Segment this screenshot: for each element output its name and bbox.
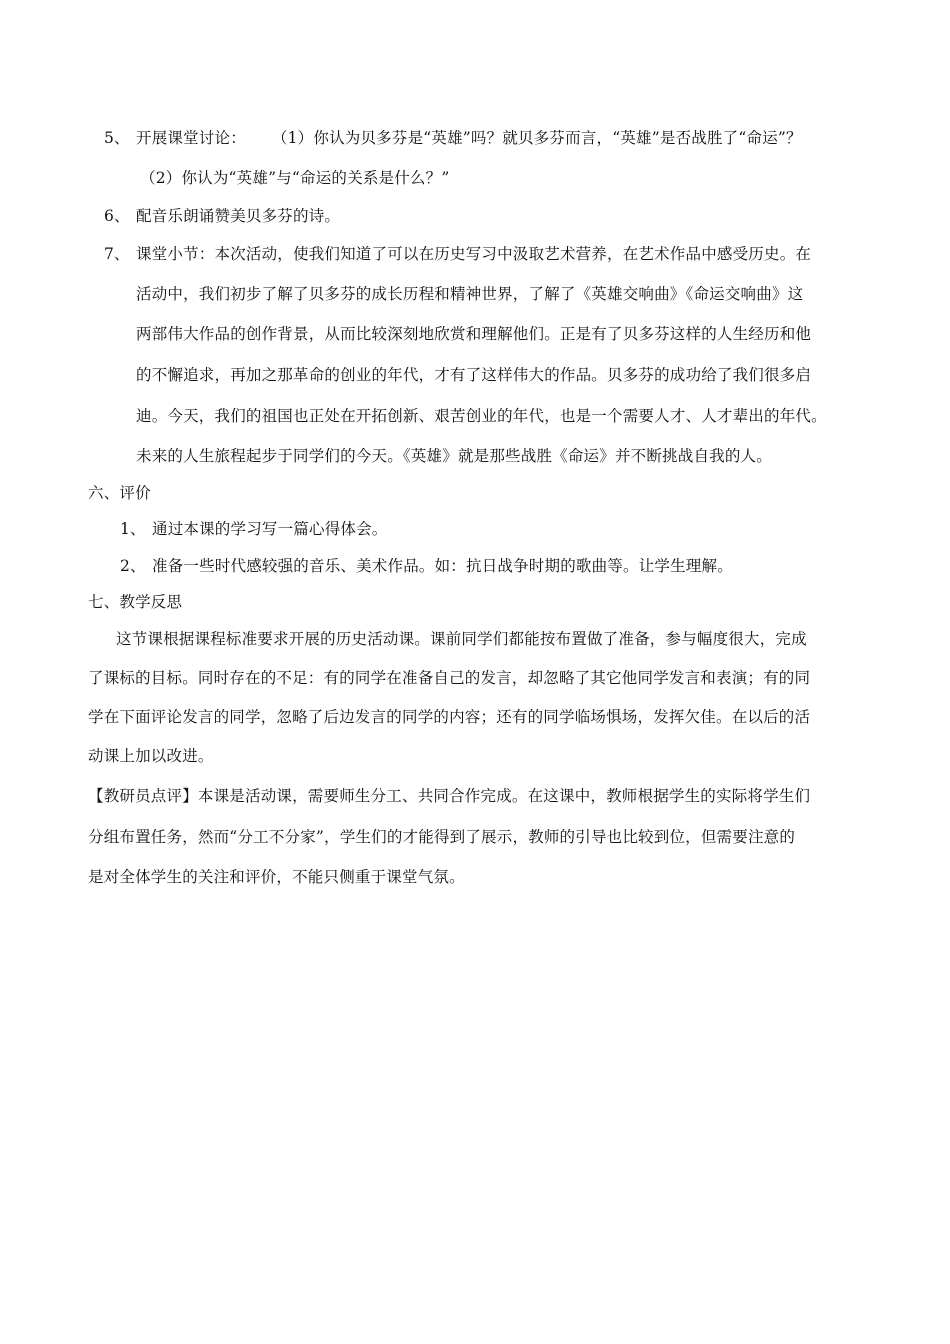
item-7-number: 7、 <box>104 245 130 263</box>
item-6-text: 配音乐朗诵赞美贝多芬的诗。 <box>136 207 341 225</box>
section-7-heading: 七、教学反思 <box>88 593 183 611</box>
section-6-item-number: 1、 <box>120 520 146 538</box>
item-7-line <box>104 244 811 264</box>
item-7-text-line: 课堂小节：本次活动，使我们知道了可以在历史写习中汲取艺术营养，在艺术作品中感受历史。在 <box>136 245 812 263</box>
section-6-item <box>120 556 733 576</box>
reflection-line: 学在下面评论发言的同学，忽略了后边发言的同学的内容；还有的同学临场惧场，发挥欠佳。在以后的活 <box>88 708 811 726</box>
section-6-item <box>120 519 388 539</box>
review-line: 是对全体学生的关注和评价，不能只侧重于课堂气氛。 <box>88 868 465 886</box>
item-6-number: 6、 <box>104 207 130 225</box>
item-5-question-1: （1）你认为贝多芬是“英雄”吗？就贝多芬而言，“英雄”是否战胜了“命运”？ <box>271 129 802 147</box>
reflection-line: 了课标的目标。同时存在的不足：有的同学在准备自己的发言，却忽略了其它他同学发言和表演；有的同 <box>88 669 811 687</box>
item-7-text-line: 两部伟大作品的创作背景，从而比较深刻地欣赏和理解他们。正是有了贝多芬这样的人生经历和他 <box>136 325 812 343</box>
item-5-label: 开展课堂讨论： <box>136 129 246 147</box>
reflection-line: 这节课根据课程标准要求开展的历史活动课。课前同学们都能按布置做了准备，参与幅度很大，完成 <box>116 630 807 648</box>
item-5-question-2: （2）你认为“英雄”与“命运的关系是什么？” <box>140 169 450 187</box>
item-6-line <box>104 206 340 226</box>
section-6-item-text: 通过本课的学习写一篇心得体会。 <box>152 520 388 538</box>
review-line: 分组布置任务，然而“分工不分家”，学生们的才能得到了展示，教师的引导也比较到位，但需要注意的 <box>88 828 796 846</box>
item-7-text-line: 未来的人生旅程起步于同学们的今天。《英雄》就是那些战胜《命运》并不断挑战自我的人。 <box>136 447 772 465</box>
item-7-text-line: 迪。今天，我们的祖国也正处在开拓创新、艰苦创业的年代，也是一个需要人才、人才辈出的年代。 <box>136 407 827 425</box>
section-6-item-text: 准备一些时代感较强的音乐、美术作品。如：抗日战争时期的歌曲等。让学生理解。 <box>152 557 733 575</box>
review-line: 【教研员点评】本课是活动课，需要师生分工、共同合作完成。在这课中，教师根据学生的实际将学生们 <box>88 787 811 805</box>
item-7-text-line: 活动中，我们初步了解了贝多芬的成长历程和精神世界，了解了《英雄交响曲》《命运交响曲》这 <box>136 285 804 303</box>
item-5-number: 5、 <box>104 129 130 147</box>
section-6-item-number: 2、 <box>120 557 146 575</box>
reflection-line: 动课上加以改进。 <box>88 747 214 765</box>
item-7-text-line: 的不懈追求，再加之那革命的创业的年代，才有了这样伟大的作品。贝多芬的成功给了我们很多启 <box>136 366 812 384</box>
item-5-line <box>104 128 802 148</box>
section-6-heading: 六、评价 <box>88 484 151 502</box>
